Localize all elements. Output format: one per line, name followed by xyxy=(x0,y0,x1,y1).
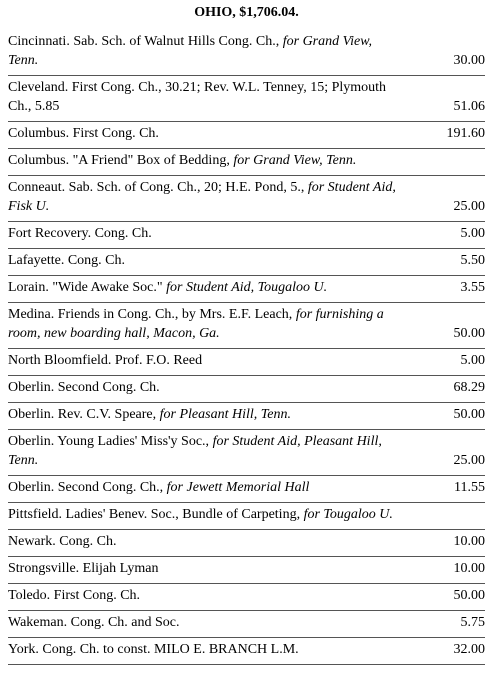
table-row xyxy=(8,611,485,638)
entry-description xyxy=(8,611,403,638)
entry-description xyxy=(8,530,403,557)
entry-text: Pittsfield. Ladies' Benev. Soc., Bundle of Carpeting, xyxy=(8,507,304,522)
entry-text: Oberlin. Second Cong. Ch. xyxy=(8,380,160,395)
entry-description xyxy=(8,303,403,349)
table-row xyxy=(8,276,485,303)
entry-note: for Tougaloo U. xyxy=(303,507,393,522)
entry-amount: 50.00 xyxy=(403,403,485,430)
entry-note: for Student Aid, Tougaloo U. xyxy=(166,280,328,295)
entry-text: Lorain. "Wide Awake Soc." xyxy=(8,280,167,295)
entry-description xyxy=(8,430,403,476)
entry-description xyxy=(8,476,403,503)
entry-amount xyxy=(403,149,485,176)
entry-text: Conneaut. Sab. Sch. of Cong. Ch., 20; H.E. Pond, 5., xyxy=(8,180,308,195)
entry-amount: 32.00 xyxy=(403,638,485,665)
entry-amount: 11.55 xyxy=(403,476,485,503)
entry-amount: 3.55 xyxy=(403,276,485,303)
entry-amount: 25.00 xyxy=(403,430,485,476)
table-row xyxy=(8,76,485,122)
entry-amount xyxy=(403,503,485,530)
entry-text: Cleveland. First Cong. Ch., 30.21; Rev. W.L. Tenney, 15; Plymouth Ch., 5.85 xyxy=(8,80,387,114)
table-row xyxy=(8,476,485,503)
table-row xyxy=(8,638,485,665)
entry-description xyxy=(8,638,403,665)
entry-note: for Jewett Memorial Hall xyxy=(166,480,310,495)
entry-text: Wakeman. Cong. Ch. and Soc. xyxy=(8,615,180,630)
entry-amount: 68.29 xyxy=(403,376,485,403)
entry-text: Medina. Friends in Cong. Ch., by Mrs. E.F. Leach, xyxy=(8,307,296,322)
entry-description xyxy=(8,249,403,276)
table-row xyxy=(8,403,485,430)
entry-text: Cincinnati. Sab. Sch. of Walnut Hills Cong. Ch., xyxy=(8,34,283,49)
entry-note: for Student Aid, Fisk U. xyxy=(8,180,396,214)
entry-amount: 10.00 xyxy=(403,530,485,557)
entry-text: Columbus. "A Friend" Box of Bedding, xyxy=(8,153,234,168)
entry-description xyxy=(8,30,403,76)
table-row xyxy=(8,557,485,584)
entry-amount: 30.00 xyxy=(403,30,485,76)
entry-text: Fort Recovery. Cong. Ch. xyxy=(8,226,152,241)
table-row xyxy=(8,30,485,76)
table-row xyxy=(8,176,485,222)
table-row xyxy=(8,530,485,557)
table-row xyxy=(8,584,485,611)
entry-description xyxy=(8,403,403,430)
table-row xyxy=(8,349,485,376)
entry-description xyxy=(8,503,403,530)
contributions-table xyxy=(8,30,485,665)
entry-text: Oberlin. Second Cong. Ch., xyxy=(8,480,167,495)
entry-description xyxy=(8,176,403,222)
entry-amount: 50.00 xyxy=(403,303,485,349)
table-row xyxy=(8,503,485,530)
entry-note: for furnishing a room, new boarding hall, Macon, Ga. xyxy=(8,307,384,341)
table-row xyxy=(8,376,485,403)
table-row xyxy=(8,122,485,149)
entry-description xyxy=(8,222,403,249)
entry-text: Toledo. First Cong. Ch. xyxy=(8,588,141,603)
entry-description xyxy=(8,276,403,303)
entry-note: for Pleasant Hill, Tenn. xyxy=(159,407,291,422)
entry-description xyxy=(8,122,403,149)
entry-note: for Grand View, Tenn. xyxy=(233,153,357,168)
section-heading: OHIO, $1,706.04. xyxy=(194,5,299,20)
entry-amount: 51.06 xyxy=(403,76,485,122)
entry-text: Strongsville. Elijah Lyman xyxy=(8,561,159,576)
table-row xyxy=(8,430,485,476)
entry-note: for Grand View, Tenn. xyxy=(8,34,373,68)
table-row xyxy=(8,222,485,249)
entry-text: York. Cong. Ch. to const. MILO E. BRANCH L.M. xyxy=(8,642,299,657)
entry-note: for Student Aid, Pleasant Hill, Tenn. xyxy=(8,434,382,468)
entry-amount: 191.60 xyxy=(403,122,485,149)
table-row xyxy=(8,303,485,349)
entry-amount: 50.00 xyxy=(403,584,485,611)
entry-amount: 5.50 xyxy=(403,249,485,276)
table-row xyxy=(8,149,485,176)
entry-description xyxy=(8,376,403,403)
entry-amount: 5.00 xyxy=(403,222,485,249)
entry-description xyxy=(8,149,403,176)
entry-description xyxy=(8,76,403,122)
entry-description xyxy=(8,557,403,584)
entry-text: Lafayette. Cong. Ch. xyxy=(8,253,126,268)
entry-text: North Bloomfield. Prof. F.O. Reed xyxy=(8,353,203,368)
entry-description xyxy=(8,584,403,611)
entry-text: Columbus. First Cong. Ch. xyxy=(8,126,159,141)
entry-amount: 5.00 xyxy=(403,349,485,376)
entry-description xyxy=(8,349,403,376)
entry-amount: 5.75 xyxy=(403,611,485,638)
entry-text: Newark. Cong. Ch. xyxy=(8,534,117,549)
table-row xyxy=(8,249,485,276)
entry-text: Oberlin. Young Ladies' Miss'y Soc., xyxy=(8,434,213,449)
entry-text: Oberlin. Rev. C.V. Speare, xyxy=(8,407,160,422)
entry-amount: 10.00 xyxy=(403,557,485,584)
entry-amount: 25.00 xyxy=(403,176,485,222)
